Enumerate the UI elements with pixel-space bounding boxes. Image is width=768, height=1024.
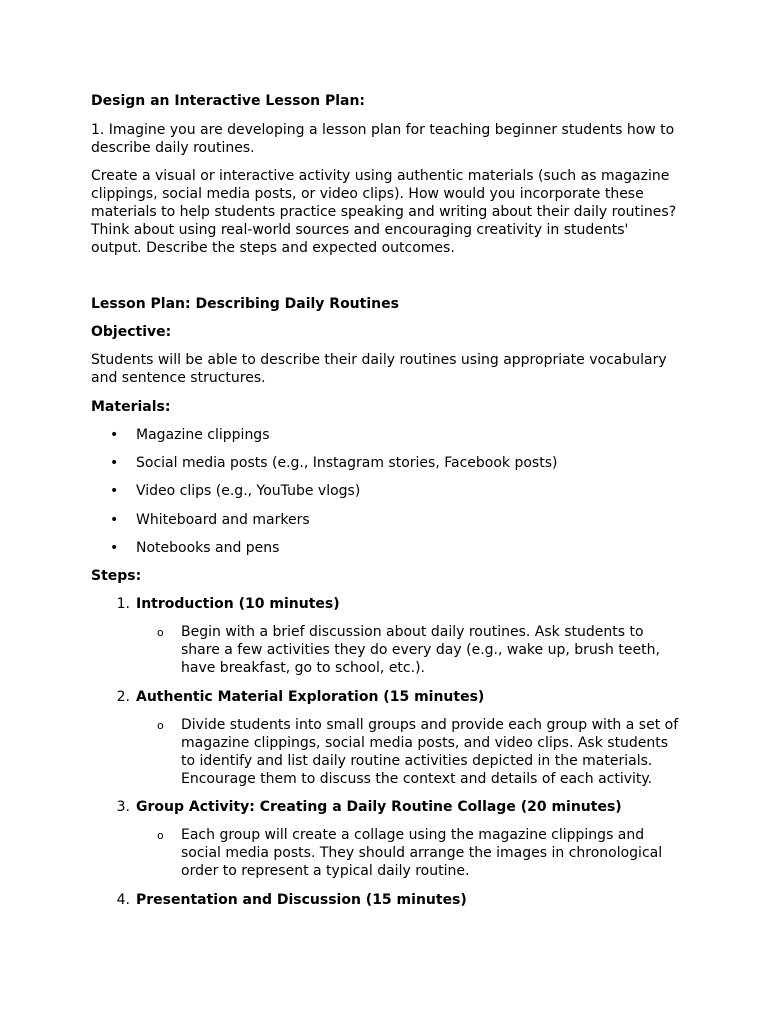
list-item: Video clips (e.g., YouTube vlogs) bbox=[136, 483, 361, 499]
sub-bullet-icon: o bbox=[157, 829, 164, 842]
step-detail: Each group will create a collage using the magazine clippings and social media posts. They should arrange the images in chronological order to represent a typical daily routine. bbox=[181, 827, 663, 879]
step-title: Introduction (10 minutes) bbox=[136, 596, 340, 612]
bullet-icon: • bbox=[110, 455, 119, 471]
steps-heading: Steps: bbox=[91, 568, 142, 584]
step-number: 2. bbox=[116, 689, 130, 705]
step-detail: Begin with a brief discussion about daily routines. Ask students to share a few activities they do every day (e.g., wake up, brush teeth, have breakfast, go to school, etc.). bbox=[181, 624, 660, 676]
bullet-icon: • bbox=[110, 512, 119, 528]
step-title: Group Activity: Creating a Daily Routine Collage (20 minutes) bbox=[136, 799, 622, 815]
step-detail: Divide students into small groups and provide each group with a set of magazine clippings, social media posts, and video clips. Ask students to identify and list daily routine activities depicted in the materials. Encourage them to discuss the context and details of each activity. bbox=[181, 717, 679, 787]
sub-bullet-icon: o bbox=[157, 626, 164, 639]
list-item: Whiteboard and markers bbox=[136, 512, 310, 528]
step-number: 4. bbox=[116, 892, 130, 908]
prompt-text: Create a visual or interactive activity using authentic materials (such as magazine clippings, social media posts, or video clips). How would you incorporate these materials to help students practice speaking and writing about their daily routines? Think about using real-world sources and encouraging creativity in students' output. Describe the steps and expected outcomes. bbox=[91, 168, 677, 256]
lesson-plan-title: Lesson Plan: Describing Daily Routines bbox=[91, 296, 399, 312]
document-title: Design an Interactive Lesson Plan: bbox=[91, 93, 366, 109]
objective-text: Students will be able to describe their daily routines using appropriate vocabulary and sentence structures. bbox=[91, 352, 667, 386]
materials-heading: Materials: bbox=[91, 399, 171, 415]
question-text: 1. Imagine you are developing a lesson plan for teaching beginner students how to describe daily routines. bbox=[91, 122, 675, 156]
bullet-icon: • bbox=[110, 483, 119, 499]
step-title: Presentation and Discussion (15 minutes) bbox=[136, 892, 467, 908]
list-item: Notebooks and pens bbox=[136, 540, 280, 556]
step-title: Authentic Material Exploration (15 minutes) bbox=[136, 689, 485, 705]
bullet-icon: • bbox=[110, 427, 119, 443]
objective-heading: Objective: bbox=[91, 324, 172, 340]
step-number: 3. bbox=[116, 799, 130, 815]
bullet-icon: • bbox=[110, 540, 119, 556]
sub-bullet-icon: o bbox=[157, 719, 164, 732]
list-item: Social media posts (e.g., Instagram stories, Facebook posts) bbox=[136, 455, 558, 471]
step-number: 1. bbox=[116, 596, 130, 612]
list-item: Magazine clippings bbox=[136, 427, 270, 443]
